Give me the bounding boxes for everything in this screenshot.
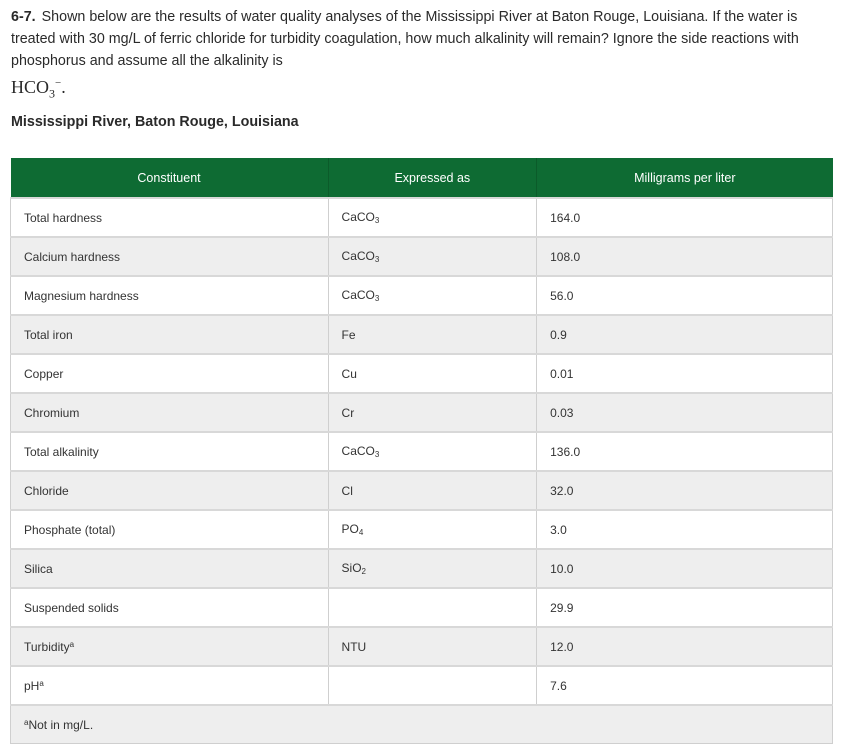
table-row [11,432,833,471]
value-cell: 136.0 [537,432,833,471]
constituent-cell: Total iron [11,315,329,354]
expressed-as-cell: CaCO$_3$ [328,432,537,471]
expressed-as-cell: $PO_4$ [328,510,537,549]
value-cell: 7.6 [537,666,833,705]
table-row [11,627,833,666]
table-row [11,510,833,549]
expressed-as-cell [328,588,537,627]
expressed-as-cell: Cl [328,471,537,510]
constituent-cell: Total alkalinity [11,432,329,471]
expressed-as-cell [328,666,537,705]
table-row [11,276,833,315]
constituent-cell: Suspended solids [11,588,329,627]
expressed-as-cell: Cu [328,354,537,393]
value-cell: 32.0 [537,471,833,510]
table-row [11,315,833,354]
value-cell: 164.0 [537,198,833,237]
table-row [11,588,833,627]
table-row [11,549,833,588]
value-cell: 56.0 [537,276,833,315]
expressed-as-cell: SiO$_2$ [328,549,537,588]
table-title: Mississippi River, Baton Rouge, Louisiana [11,114,299,130]
expressed-as-cell: NTU [328,627,537,666]
constituent-cell: Calcium hardness [11,237,329,276]
constituent-cell: Turbidity$^a$ [11,627,329,666]
header-expressed-as: Expressed as [328,158,537,198]
value-cell: 108.0 [537,237,833,276]
problem-statement [11,6,841,105]
water-quality-table [10,158,833,744]
problem-number: 6-7. [11,9,36,25]
header-mg-per-liter: Milligrams per liter [537,158,833,198]
footnote-row [11,705,833,744]
expressed-as-cell: Fe [328,315,537,354]
value-cell: 0.03 [537,393,833,432]
table-row [11,393,833,432]
value-cell: 0.9 [537,315,833,354]
table-row [11,666,833,705]
constituent-cell: Chromium [11,393,329,432]
constituent-cell: Silica [11,549,329,588]
table-header-row [11,158,833,198]
constituent-cell: Magnesium hardness [11,276,329,315]
footnote-cell: $^a$Not in mg/L. [11,705,833,744]
bicarbonate-formula: $HCO_3^-$. [11,77,66,101]
expressed-as-cell: CaCO$_3$ [328,276,537,315]
table-row [11,471,833,510]
header-constituent: Constituent [11,158,329,198]
constituent-cell: $pH^a$ [11,666,329,705]
value-cell: 12.0 [537,627,833,666]
expressed-as-cell: Cr [328,393,537,432]
constituent-cell: Chloride [11,471,329,510]
table-row [11,198,833,237]
problem-text: Shown below are the results of water quality analyses of the Mississippi River at Baton Rouge, Louisiana. If the water is treated with 30 mg/L of ferric chloride for turbidity coagulation, how much alkalinity will remain? Ignore the side reactions with phosphorus and assume all the alkalinity is [11,9,799,69]
table-row [11,237,833,276]
value-cell: 10.0 [537,549,833,588]
value-cell: 0.01 [537,354,833,393]
value-cell: 3.0 [537,510,833,549]
constituent-cell: Copper [11,354,329,393]
value-cell: 29.9 [537,588,833,627]
constituent-cell: Phosphate (total) [11,510,329,549]
expressed-as-cell: CaCO$_3$ [328,237,537,276]
expressed-as-cell: CaCO$_3$ [328,198,537,237]
constituent-cell: Total hardness [11,198,329,237]
table-row [11,354,833,393]
